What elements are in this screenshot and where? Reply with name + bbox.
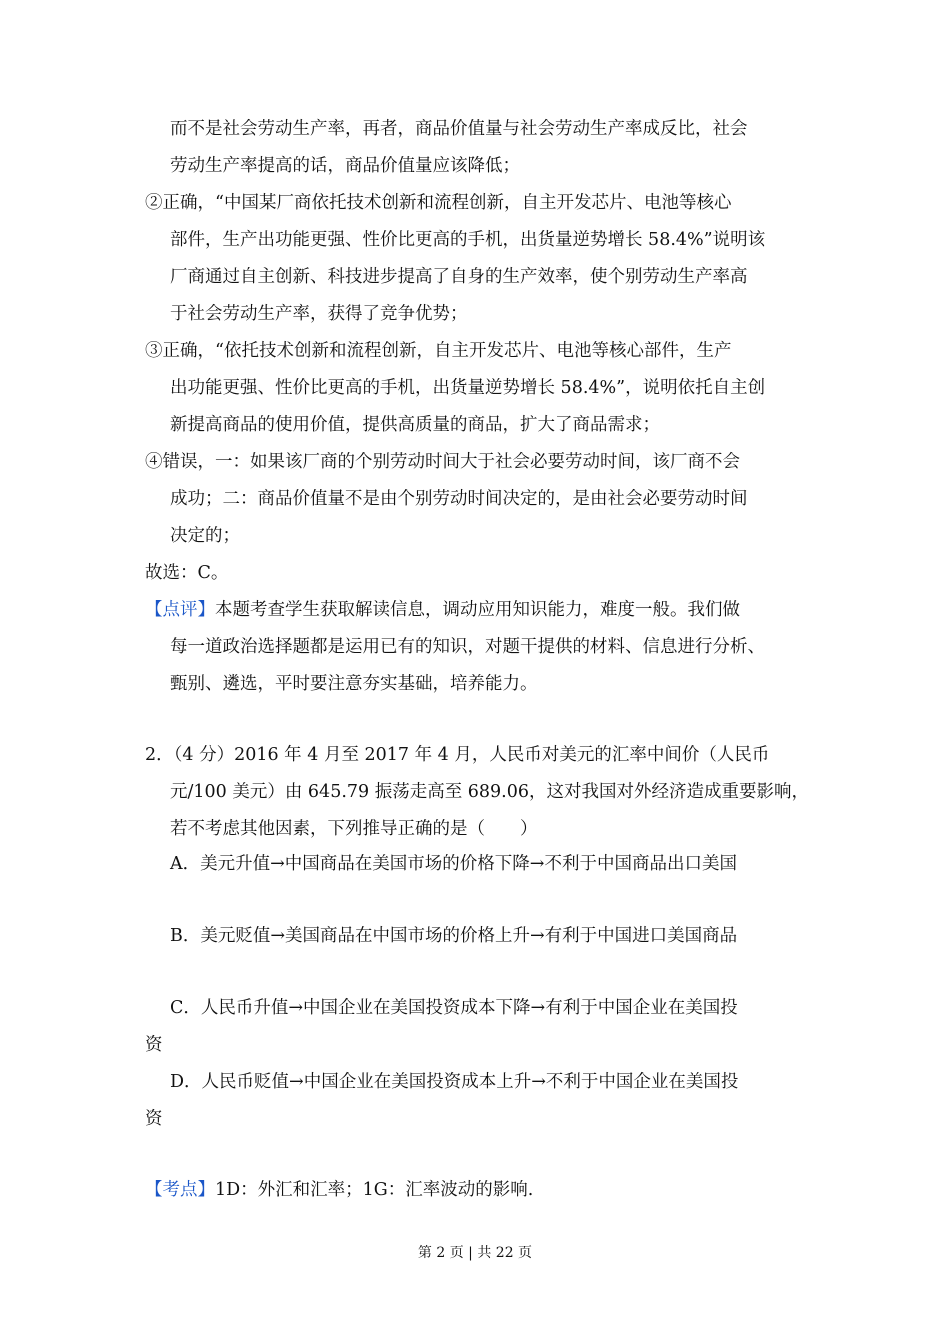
analysis-line-8: 出功能更强、性价比更高的手机，出货量逆势增长 58.4%”，说明依托自主创 [170,378,766,398]
comment-text-1: 本题考查学生获取解读信息，调动应用知识能力，难度一般。我们做 [215,600,740,620]
analysis-line-11: 成功；二：商品价值量不是由个别劳动时间决定的，是由社会必要劳动时间 [170,489,748,509]
analysis-line-6: 于社会劳动生产率，获得了竞争优势； [170,304,468,324]
analysis-line-5: 厂商通过自主创新、科技进步提高了自身的生产效率，使个别劳动生产率高 [170,267,748,287]
option-a: A．美元升值→中国商品在美国市场的价格下降→不利于中国商品出口美国 [170,854,737,874]
kaodian-text: 1D：外汇和汇率；1G：汇率波动的影响. [215,1180,534,1200]
comment-line-3: 甄别、遴选，平时要注意夯实基础，培养能力。 [170,674,538,694]
option-d-line-1: D．人民币贬值→中国企业在美国投资成本上升→不利于中国企业在美国投 [170,1072,739,1092]
analysis-line-3: ②正确，“中国某厂商依托技术创新和流程创新，自主开发芯片、电池等核心 [145,193,732,213]
analysis-line-7: ③正确，“依托技术创新和流程创新，自主开发芯片、电池等核心部件，生产 [145,341,732,361]
option-c-line-1: C．人民币升值→中国企业在美国投资成本下降→有利于中国企业在美国投 [170,998,738,1018]
analysis-line-9: 新提高商品的使用价值，提供高质量的商品，扩大了商品需求； [170,415,660,435]
question-stem-line-3: 若不考虑其他因素，下列推导正确的是（ ） [170,819,538,839]
page-footer: 第 2 页 | 共 22 页 [417,1245,533,1261]
analysis-line-12: 决定的； [170,526,240,546]
analysis-line-1: 而不是社会劳动生产率，再者，商品价值量与社会劳动生产率成反比，社会 [170,119,748,139]
comment-tag: 【点评】 [145,600,215,620]
comment-line-2: 每一道政治选择题都是运用已有的知识，对题干提供的材料、信息进行分析、 [170,637,765,657]
kaodian-line [145,1178,533,1202]
option-d-line-2: 资 [145,1109,163,1129]
answer-line: 故选：C。 [145,563,229,583]
question-stem-line-1: 2．（4 分）2016 年 4 月至 2017 年 4 月，人民币对美元的汇率中间价（人民币 [145,745,770,765]
analysis-line-4: 部件，生产出功能更强、性价比更高的手机，出货量逆势增长 58.4%”说明该 [170,230,766,250]
question-stem-line-2: 元/100 美元）由 645.79 振荡走高至 689.06，这对我国对外经济造成重要影响， [170,782,810,802]
kaodian-tag: 【考点】 [145,1180,215,1200]
comment-line-1 [145,598,740,622]
analysis-line-2: 劳动生产率提高的话，商品价值量应该降低； [170,156,520,176]
analysis-line-10: ④错误，一：如果该厂商的个别劳动时间大于社会必要劳动时间，该厂商不会 [145,452,740,472]
option-c-line-2: 资 [145,1035,163,1055]
option-b: B．美元贬值→美国商品在中国市场的价格上升→有利于中国进口美国商品 [170,926,738,946]
